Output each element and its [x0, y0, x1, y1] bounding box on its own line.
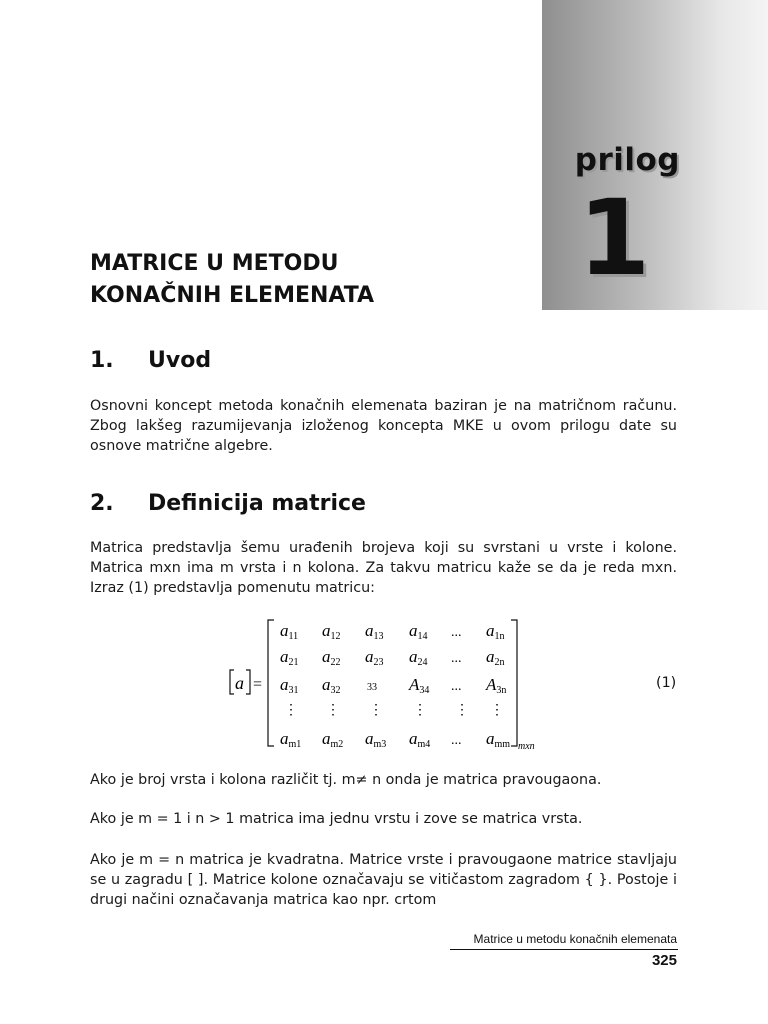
matrix-cell: am4 [409, 729, 431, 750]
text-part: n onda je matrica pravougaona. [367, 772, 602, 788]
matrix-cell: am1 [280, 729, 302, 750]
matrix-symbol: a [235, 673, 244, 693]
matrix-lhs [230, 670, 262, 694]
running-footer: Matrice u metodu konačnih elemenata [473, 932, 677, 946]
matrix-cell: am2 [322, 729, 344, 750]
matrix-cell: ... [451, 651, 462, 666]
matrix-cell: ⋮ [284, 703, 298, 718]
matrix-cell: amm [486, 729, 511, 750]
matrix-cell: ⋮ [369, 703, 383, 718]
square-matrix-paragraph: Ako je m = n matrica je kvadratna. Matrice vrste i pravougaone matrice stavljaju se u zagradu [ ]. Matrice kolone označavaju se vitičastom zagradom { }. Postoje i drugi načini označavanja matrica kao npr. crtom [90, 852, 677, 908]
text-part: Ako je broj vrsta i kolona različit tj. m [90, 772, 356, 788]
section-title: Definicija matrice [148, 491, 366, 516]
matrix-cell: a32 [322, 675, 341, 696]
matrix-cell: a11 [280, 621, 299, 642]
right-bracket [511, 620, 517, 746]
matrix-cell: a21 [280, 647, 299, 668]
section-2-paragraph: Matrica predstavlja šemu urađenih brojeva koji su svrstani u vrste i kolone. Matrica mxn ima m vrsta i n kolona. Za takvu matricu kaže se da je reda mxn. Izraz (1) predstavlja pomenutu matricu: [90, 540, 677, 596]
matrix-cell: a14 [409, 621, 428, 642]
matrix-cell: ⋮ [413, 703, 427, 718]
matrix-cell: a24 [409, 647, 428, 668]
page-title [90, 248, 530, 312]
matrix-cell: A3n [486, 675, 507, 696]
left-bracket [268, 620, 274, 746]
matrix-cell: am3 [365, 729, 387, 750]
section-heading-2 [90, 491, 366, 516]
matrix-cell: a2n [486, 647, 505, 668]
title-line-2: KONAČNIH ELEMENATA [90, 283, 375, 308]
matrix-cell: ... [451, 733, 462, 748]
rectangular-matrix-line [90, 772, 601, 788]
section-title: Uvod [148, 348, 212, 373]
matrix-cell: A34 [409, 675, 430, 696]
equals-sign: = [253, 676, 263, 693]
appendix-label: prilog [574, 142, 680, 178]
matrix-cell: a23 [365, 647, 384, 668]
matrix-cell: ⋮ [455, 703, 469, 718]
matrix-equation [226, 616, 556, 756]
matrix-cell: a1n [486, 621, 505, 642]
matrix-cell: a31 [280, 675, 299, 696]
matrix-cell: ⋮ [490, 703, 504, 718]
matrix-dimension-subscript: mxn [518, 741, 535, 752]
section-heading-1 [90, 348, 211, 373]
matrix-cell: a13 [365, 621, 384, 642]
matrix-cell: a22 [322, 647, 341, 668]
matrix-cell: ... [451, 625, 462, 640]
section-number: 1. [90, 348, 114, 373]
appendix-number: 1 [578, 177, 651, 299]
matrix-cell: 33 [367, 682, 377, 693]
not-equal-symbol: ≠ [355, 772, 368, 788]
matrix-cell: ... [451, 679, 462, 694]
equation-number: (1) [656, 675, 677, 691]
page-number: 325 [651, 952, 677, 969]
section-1-paragraph: Osnovni koncept metoda konačnih elemenata baziran je na matričnom računu. Zbog lakšeg razumijevanja izloženog koncepta MKE u ovom prilogu date su osnove matrične algebre. [90, 398, 677, 454]
title-line-1: MATRICE U METODU [90, 251, 339, 276]
footer-rule [450, 949, 678, 950]
section-number: 2. [90, 491, 114, 516]
matrix-cell: a12 [322, 621, 341, 642]
matrix-cell: ⋮ [326, 703, 340, 718]
row-matrix-line: Ako je m = 1 i n > 1 matrica ima jednu vrstu i zove se matrica vrsta. [90, 811, 583, 827]
